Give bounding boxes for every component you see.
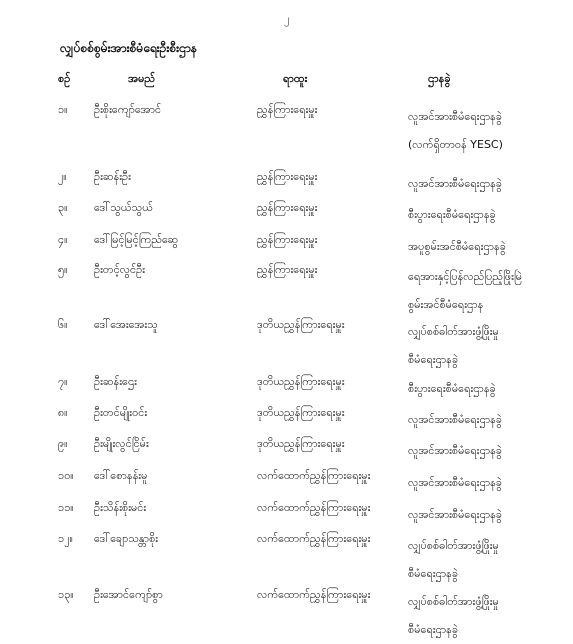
staff-department <box>408 318 548 374</box>
department-line: စီမံရေးဌာနခွဲ <box>408 353 459 366</box>
staff-rank: လက်ထောက်ညွှန်ကြားရေးမှူး <box>257 532 371 545</box>
row-number: ၈။ <box>58 406 68 419</box>
department-line: လျှပ်စစ်ဓါတ်အားဖွံ့ဖြိုးမှု <box>408 539 499 552</box>
department-line: လူအင်အားစီမံရေးဌာနခွဲ <box>408 177 502 190</box>
department-line: စီးပွားရေးစီမံရေးဌာနခွဲ <box>408 208 496 221</box>
staff-name: ဦးအောင်ကျော်စွာ <box>94 588 163 601</box>
row-number: ၉။ <box>58 437 68 450</box>
department-line: လူအင်အားစီမံရေးဌာနခွဲ <box>408 413 502 426</box>
staff-department <box>408 501 548 529</box>
department-line: လူအင်အားစီမံရေးဌာနခွဲ <box>408 476 502 489</box>
row-number: ၁၂။ <box>58 532 73 545</box>
row-number: ၁။ <box>58 103 68 116</box>
row-number: ၄။ <box>58 233 68 246</box>
staff-name: ဦးသိန်းစိုးမင်း <box>94 501 147 514</box>
staff-department <box>408 263 548 319</box>
staff-name: ဒေါ်ချောသန္တာစိုး <box>94 532 159 545</box>
staff-department <box>408 469 548 497</box>
staff-name: ဦးတင့်လွင်ဦး <box>94 263 146 276</box>
department-line: (လက်ရှိတာဝန် YESC) <box>408 138 503 151</box>
department-line: စီမံရေးဌာနခွဲ <box>408 567 459 580</box>
row-number: ၁၃။ <box>58 588 74 601</box>
staff-department <box>408 532 548 588</box>
staff-rank: ဒုတိယညွှန်ကြားရေးမှူး <box>257 375 345 388</box>
page-number: ၂ <box>284 14 289 25</box>
row-number: ၇။ <box>58 375 68 388</box>
staff-name: ဒေါ်မြင့်မြင့်ကြည်ဆွေ <box>94 233 179 246</box>
staff-department <box>408 170 548 198</box>
department-line: လျှပ်စစ်ဓါတ်အားဖွံ့ဖြိုးမှု <box>408 595 499 608</box>
department-line: လူအင်အားစီမံရေးဌာနခွဲ <box>408 508 502 521</box>
department-line: အပူစွမ်းအင်စီမံရေးဌာနခွဲ <box>408 240 506 253</box>
staff-rank: ဒုတိယညွှန်ကြားရေးမှူး <box>257 437 345 450</box>
staff-name: ဦးဆန်းဌေး <box>94 375 137 388</box>
department-line: လျှပ်စစ်ဓါတ်အားဖွံ့ဖြိုးမှု <box>408 325 499 338</box>
document-heading: လျှပ်စစ်စွမ်းအားစီမံရေးဦးစီးဌာန <box>60 41 197 55</box>
department-line: ရေအားနှင့်ပြန်လည်ပြည့်ဖြိုးမြဲ <box>408 270 523 283</box>
staff-name: ဦးတင်မျိုးဝင်း <box>94 406 148 419</box>
staff-rank: ညွှန်ကြားရေးမှူး <box>257 103 318 116</box>
staff-rank: ဒုတိယညွှန်ကြားရေးမှူး <box>257 318 345 331</box>
staff-department <box>408 103 548 159</box>
staff-name: ဦးဆန်းဦး <box>94 170 131 183</box>
staff-name: ဒေါ်အေးအေးသူ <box>94 318 158 331</box>
staff-name: ဒေါ်စောနန်းမူ <box>94 469 148 482</box>
staff-name: ဒေါ်သွယ်သွယ် <box>94 201 153 214</box>
staff-rank: လက်ထောက်ညွှန်ကြားရေးမှူး <box>257 501 371 514</box>
header-rank: ရာထူး <box>283 72 308 85</box>
staff-rank: လက်ထောက်ညွှန်ကြားရေးမှူး <box>257 588 371 601</box>
row-number: ၃။ <box>58 201 68 214</box>
staff-rank: ညွှန်ကြားရေးမှူး <box>257 233 318 246</box>
table-row <box>0 318 573 374</box>
staff-department <box>408 437 548 465</box>
staff-rank: ညွှန်ကြားရေးမှူး <box>257 263 318 276</box>
staff-rank: လက်ထောက်ညွှန်ကြားရေးမှူး <box>257 469 371 482</box>
row-number: ၅။ <box>58 263 68 276</box>
staff-department <box>408 375 548 403</box>
department-line: စွမ်းအင်စီမံရေးဌာန <box>408 298 484 311</box>
staff-department <box>408 233 548 261</box>
row-number: ၂။ <box>58 170 67 183</box>
staff-department <box>408 406 548 434</box>
table-row <box>0 588 573 644</box>
department-line: စီးပွားရေးစီမံရေးဌာနခွဲ <box>408 382 496 395</box>
staff-department <box>408 201 548 229</box>
table-row <box>0 263 573 319</box>
department-line: စီမံရေးဌာနခွဲ <box>408 623 459 636</box>
staff-name: ဦးစိုးကျော်အောင် <box>94 103 162 116</box>
header-department: ဌာနခွဲ <box>428 72 451 85</box>
header-name: အမည် <box>128 72 156 85</box>
department-line: လူအင်အားစီမံရေးဌာနခွဲ <box>408 444 502 457</box>
staff-rank: ညွှန်ကြားရေးမှူး <box>257 201 318 214</box>
header-no: စဉ် <box>58 72 71 85</box>
row-number: ၆။ <box>58 318 68 331</box>
staff-name: ဦးမျိုးလွင်ငြိမ်း <box>94 437 149 450</box>
table-row <box>0 103 573 159</box>
department-line: လူအင်အားစီမံရေးဌာနခွဲ <box>408 110 502 123</box>
staff-rank: ဒုတိယညွှန်ကြားရေးမှူး <box>257 406 345 419</box>
staff-department <box>408 588 548 644</box>
staff-rank: ညွှန်ကြားရေးမှူး <box>257 170 318 183</box>
table-row <box>0 532 573 588</box>
row-number: ၁၁။ <box>58 501 74 514</box>
row-number: ၁၀။ <box>58 469 74 482</box>
